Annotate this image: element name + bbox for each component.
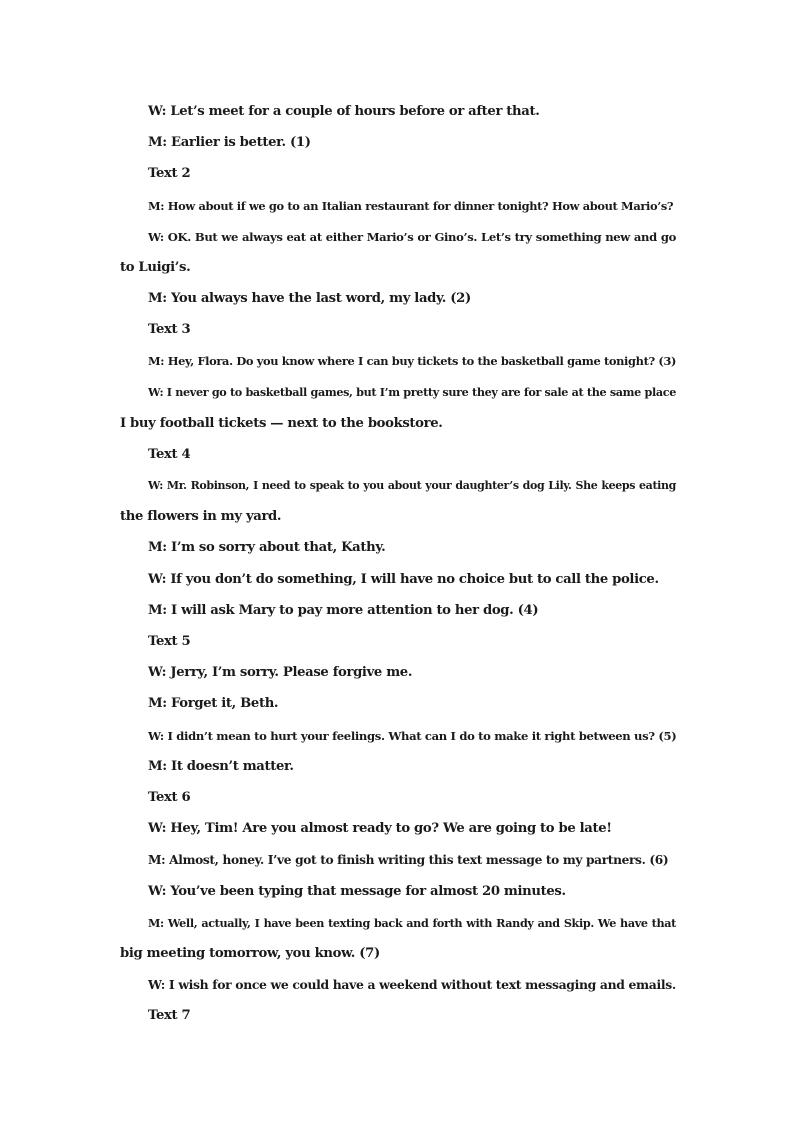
dialogue-line: W: Jerry, I’m sorry. Please forgive me. xyxy=(148,665,413,680)
dialogue-line-continued: I buy football tickets — next to the bookstore. xyxy=(120,416,443,431)
section-heading: Text 7 xyxy=(148,1008,191,1023)
dialogue-line-continued: big meeting tomorrow, you know. (7) xyxy=(120,946,380,961)
dialogue-line: M: Hey, Flora. Do you know where I can buy tickets to the basketball game tonight? (3) xyxy=(148,354,677,368)
dialogue-line: W: I wish for once we could have a weekend without text messaging and emails. xyxy=(148,977,676,992)
dialogue-line: M: Almost, honey. I’ve got to finish writing this text message to my partners. (6) xyxy=(148,853,669,867)
section-heading: Text 4 xyxy=(148,447,191,462)
dialogue-line: M: It doesn’t matter. xyxy=(148,759,294,774)
dialogue-line-continued: the flowers in my yard. xyxy=(120,509,282,524)
dialogue-line: W: If you don’t do something, I will have no choice but to call the police. xyxy=(148,572,659,587)
dialogue-line: M: I will ask Mary to pay more attention to her dog. (4) xyxy=(148,603,539,618)
dialogue-line: W: Mr. Robinson, I need to speak to you about your daughter’s dog Lily. She keeps eating xyxy=(148,479,676,492)
dialogue-line: W: Let’s meet for a couple of hours before or after that. xyxy=(148,104,540,119)
dialogue-line: M: You always have the last word, my lady. (2) xyxy=(148,291,471,306)
dialogue-line: M: How about if we go to an Italian restaurant for dinner tonight? How about Mario’s? xyxy=(148,199,674,213)
section-heading: Text 2 xyxy=(148,166,191,181)
dialogue-line: W: OK. But we always eat at either Mario’s or Gino’s. Let’s try something new and go xyxy=(148,230,676,244)
section-heading: Text 6 xyxy=(148,790,191,805)
section-heading: Text 3 xyxy=(148,322,191,337)
dialogue-line: W: I never go to basketball games, but I’m pretty sure they are for sale at the same place xyxy=(148,385,676,399)
dialogue-line: W: I didn’t mean to hurt your feelings. What can I do to make it right between us? (5) xyxy=(148,729,677,743)
dialogue-line: M: Well, actually, I have been texting back and forth with Randy and Skip. We have that xyxy=(148,916,676,930)
dialogue-line: W: You’ve been typing that message for almost 20 minutes. xyxy=(148,884,566,899)
dialogue-line-continued: to Luigi’s. xyxy=(120,260,191,275)
dialogue-line: M: Forget it, Beth. xyxy=(148,696,279,711)
dialogue-line: M: I’m so sorry about that, Kathy. xyxy=(148,540,386,555)
dialogue-line: M: Earlier is better. (1) xyxy=(148,135,311,150)
dialogue-line: W: Hey, Tim! Are you almost ready to go? We are going to be late! xyxy=(148,821,612,836)
section-heading: Text 5 xyxy=(148,634,191,649)
